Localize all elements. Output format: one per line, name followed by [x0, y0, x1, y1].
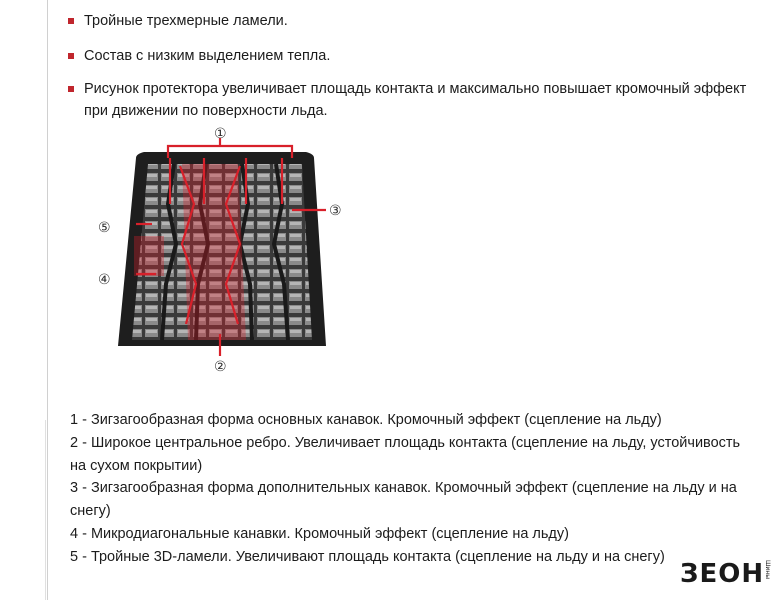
- note-line: 2 - Широкое центральное ребро. Увеличивает площадь контакта (сцепление на льду, устойчивость на сухом покрытии): [70, 434, 741, 474]
- legend-notes: [70, 409, 760, 569]
- bullet-square-icon: [68, 86, 74, 92]
- note-line: 4 - Микродиагональные канавки. Кромочный эффект (сцепление на льду): [70, 525, 569, 542]
- note-line: 1 - Зигзагообразная форма основных канавок. Кромочный эффект (сцепление на льду): [70, 412, 662, 428]
- page-left-border: [47, 0, 48, 600]
- page-left-border-inner: [45, 420, 46, 600]
- callout-3: ③: [329, 203, 342, 219]
- feature-item: [68, 10, 748, 32]
- note-line: 5 - Тройные 3D-ламели. Увеличивают площадь контакта (сцепление на льду и на снегу): [70, 548, 665, 565]
- callout-1: ①: [214, 126, 227, 142]
- feature-text: Тройные трехмерные ламели.: [84, 13, 288, 29]
- feature-text: Рисунок протектора увеличивает площадь контакта и максимально повышает кромочный эффект при движении по поверхности льда.: [84, 81, 747, 119]
- logo-text: ЗЕОН: [680, 559, 765, 586]
- bullet-square-icon: [68, 53, 74, 59]
- callout-2: ②: [214, 359, 227, 374]
- tire-tread-diagram: [96, 124, 356, 374]
- feature-item: [68, 45, 748, 67]
- feature-item: [68, 78, 748, 122]
- callout-5: ⑤: [98, 220, 111, 236]
- note-line: 3 - Зигзагообразная форма дополнительных канавок. Кромочный эффект (сцепление на льду и на снегу): [70, 480, 737, 520]
- zeon-logo: [680, 558, 772, 586]
- logo-small-text: Шины: [764, 560, 771, 579]
- feature-list: [68, 10, 748, 135]
- bullet-square-icon: [68, 18, 74, 24]
- callout-4: ④: [98, 272, 111, 288]
- feature-text: Состав с низким выделением тепла.: [84, 48, 331, 64]
